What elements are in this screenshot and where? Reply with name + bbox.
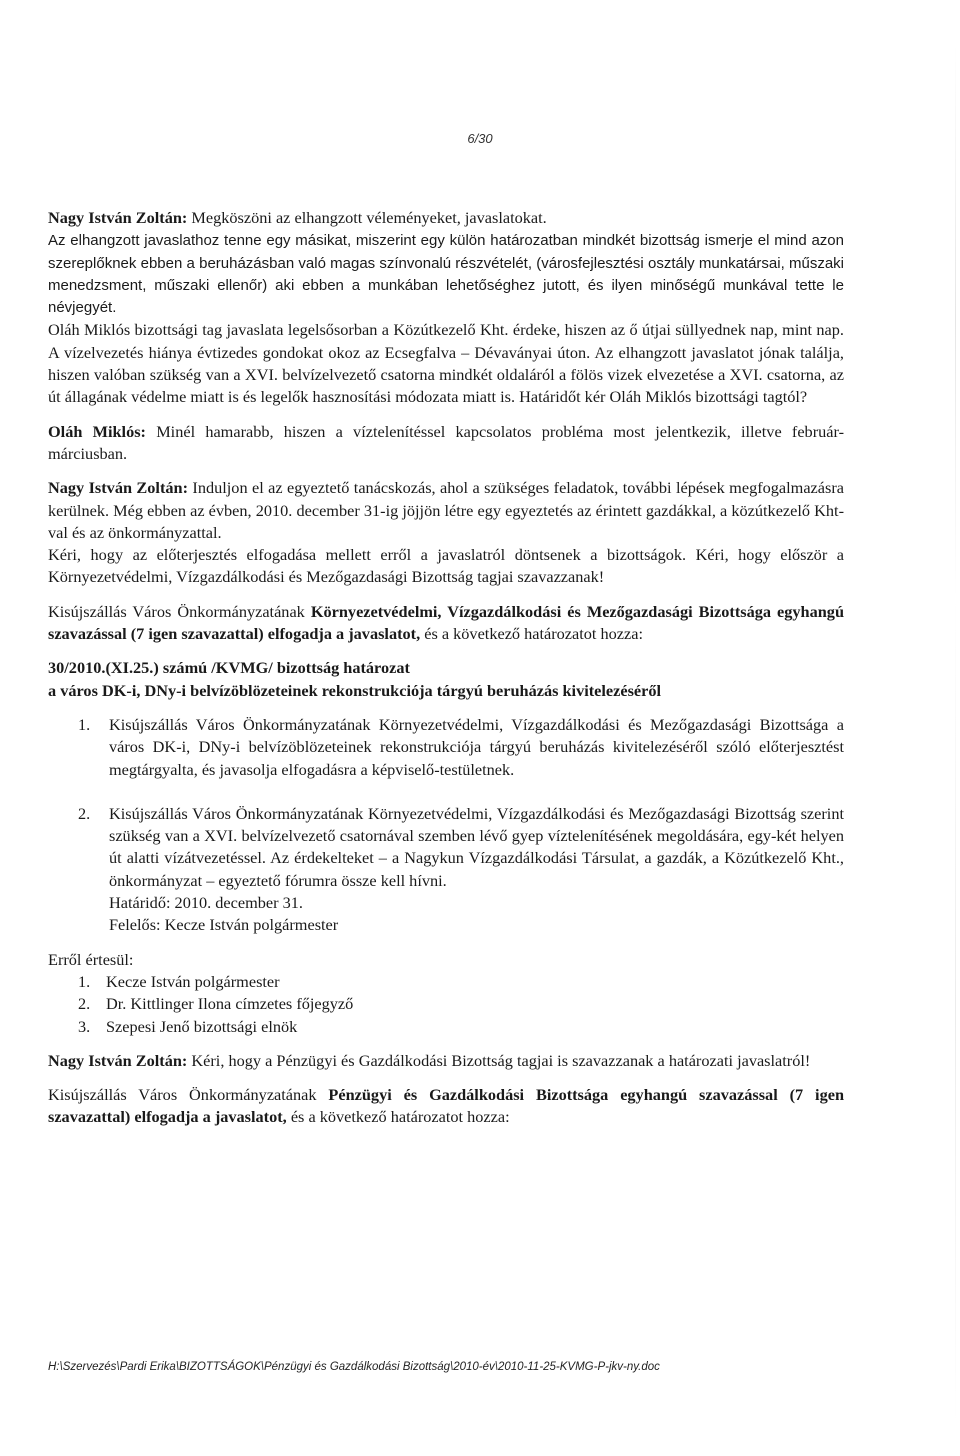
scan-edge — [955, 45, 956, 1425]
page-number: 6/30 — [467, 131, 493, 146]
vote-statement: Pénzügyi és Gazdálkodási Bizottsága egyhangú szavazással (7 igen szavazattal) elfogadja a javaslatot, — [48, 1085, 844, 1127]
document-body — [48, 207, 844, 1129]
footer-file-path: H:\Szervezés\Pardi Erika\BIZOTTSÁGOK\Pénzügyi és Gazdálkodási Bizottság\2010-év\2010-11-25-KVMG-P-jkv-ny.doc — [48, 1361, 660, 1373]
paragraph-request: Kéri, hogy az előterjesztés elfogadása mellett erről a javaslatról döntsenek a bizottságok. Kéri, hogy először a Környezetvédelmi, Vízgazdálkodási és Mezőgazdasági Bizottság tagjai szavazzanak! — [48, 545, 844, 587]
paragraph-proposal: Az elhangzott javaslathoz tenne egy másikat, miszerint egy külön határozatban mindkét bizottság ismerje el mind azon szereplőknek ebben a beruházásban való magas színvonalú részvételét, (városfejlesztési osztály munkatársai, műszaki menedzsment, műszaki ellenőr) aki ebben a munkában lehetőséghez jutott, és ilyen minőségű munkával tette le névjegyét. — [48, 232, 844, 317]
paragraph-vote-2: Kisújszállás Város Önkormányzatának Pénzügyi és Gazdálkodási Bizottsága egyhangú szavazással (7 igen szavazattal) elfogadja a javaslatot, és a következő határozatot hozza: — [48, 1085, 844, 1127]
speaker-text: Induljon el az egyeztető tanácskozás, ahol a szükséges feladatok, további lépések megfogalmazásra kerülnek. Még ebben az évben, 2010. december 31-ig jöjjön létre egy egyeztetés az érintett gazdákkal, a közútkezelő Kht-val és az önkormányzattal. — [48, 478, 844, 542]
resolution-title: 30/2010.(XI.25.) számú /KVMG/ bizottság határozat — [48, 658, 410, 678]
speaker-name: Nagy István Zoltán: — [48, 208, 188, 227]
list-item: 1. Kecze István polgármester — [78, 971, 280, 991]
speaker-name: Nagy István Zoltán: — [48, 478, 188, 498]
paragraph-speaker-1 — [48, 207, 844, 230]
vote-statement: Környezetvédelmi, Vízgazdálkodási és Mezőgazdasági Bizottsága egyhangú szavazással (7 igen szavazattal) elfogadja a javaslatot, — [48, 601, 844, 644]
responsible: Felelős: Kecze István polgármester — [109, 915, 339, 935]
list-item: 2. Kisújszállás Város Önkormányzatának Környezetvédelmi, Vízgazdálkodási és Mezőgazdasági Bizottság szerint szükség van a XVI. belvízelvezető csatornával szemben lévő gyep víztelenítésének megoldására, egy-két helyen út alatti vízátvezetéssel. Az érdekelteket – a Nagykun Vízgazdálkodási Társulat, a gazdák, a Közútkezelő Kht., önkormányzat – egyeztető fórumra össze kell hívni. Határidő: 2010. december 31. Felelős: Kecze István polgármester — [48, 803, 844, 937]
speaker-text: Megköszöni az elhangzott véleményeket, javaslatokat. — [187, 208, 547, 227]
list-item: 3. Szepesi Jenő bizottsági elnök — [78, 1016, 298, 1036]
list-item: 2. Dr. Kittlinger Ilona címzetes főjegyző — [78, 994, 354, 1014]
deadline: Határidő: 2010. december 31. — [109, 893, 303, 913]
speaker-name: Oláh Miklós: — [48, 421, 146, 441]
speaker-text: Kéri, hogy a Pénzügyi és Gazdálkodási Bizottság tagjai is szavazzanak a határozati javaslatról! — [187, 1050, 811, 1070]
paragraph-speaker-3 — [48, 477, 844, 544]
paragraph-speaker-2 — [48, 421, 844, 466]
notify-list — [48, 971, 844, 1038]
paragraph-speaker-4 — [48, 1050, 844, 1072]
speaker-text: Minél hamarabb, hiszen a víztelenítéssel kapcsolatos probléma most jelentkezik, illetve február-márciusban. — [48, 421, 844, 463]
resolution-items — [48, 714, 844, 937]
resolution-subtitle: a város DK-i, DNy-i belvízöblözeteinek rekonstrukciója tárgyú beruházás kivitelezéséről — [48, 680, 662, 700]
paragraph-proposal-2: Oláh Miklós bizottsági tag javaslata legelsősorban a Közútkezelő Kht. érdeke, hiszen az ő útjai süllyednek nap, mint nap. A vízelvezetés hiánya évtizedes gondokat okoz az Ecsegfalva – Dévaványai úton. Az elhangzott javaslatot jónak találja, hiszen valóban szükség van a XVI. belvízelvezető csatorna mindkét oldaláról a fölös vizek elvezetése a XVI. csatorna, az út állagának védelme miatt is és legelők hasznosítási módozata miatt is. Határidőt kér Oláh Miklós bizottsági tagtól? — [48, 320, 844, 407]
notify-heading: Erről értesül: — [48, 949, 134, 969]
list-item: 1. Kisújszállás Város Önkormányzatának Környezetvédelmi, Vízgazdálkodási és Mezőgazdasági Bizottsága a város DK-i, DNy-i belvízöblözeteinek rekonstrukciója tárgyú beruházás kivitelezéséről szóló előterjesztést megtárgyalta, és javasolja elfogadásra a képviselő-testületnek. — [78, 714, 844, 779]
paragraph-vote-1: Kisújszállás Város Önkormányzatának Környezetvédelmi, Vízgazdálkodási és Mezőgazdasági Bizottsága egyhangú szavazással (7 igen szavazattal) elfogadja a javaslatot, és a következő határozatot hozza: — [48, 601, 844, 644]
speaker-name: Nagy István Zoltán: — [48, 1050, 188, 1070]
